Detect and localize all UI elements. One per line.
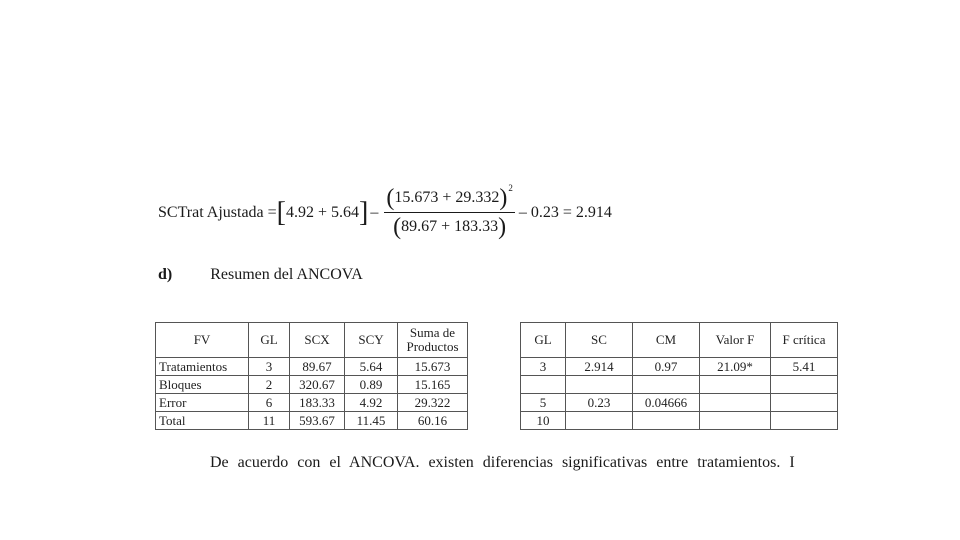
cell: 0.89 <box>345 376 398 394</box>
fraction-numerator: ( 15.673 + 29.332 ) $^2$ <box>386 183 513 211</box>
cell <box>566 376 633 394</box>
cell <box>700 394 771 412</box>
table-row <box>521 376 838 394</box>
section-letter: d) <box>158 266 173 283</box>
cell: 15.673 <box>398 358 468 376</box>
cell <box>771 376 838 394</box>
cell <box>521 376 566 394</box>
cell: 11 <box>249 412 290 430</box>
cell: 4.92 <box>345 394 398 412</box>
section-heading <box>158 266 363 284</box>
cell: 2.914 <box>566 358 633 376</box>
fraction-bar <box>384 212 515 213</box>
header-sc: SC <box>566 323 633 358</box>
cell: Total <box>156 412 249 430</box>
cell: 320.67 <box>290 376 345 394</box>
cell <box>633 376 700 394</box>
table-row <box>156 412 468 430</box>
header-scy: SCY <box>345 323 398 358</box>
cell: 21.09* <box>700 358 771 376</box>
fraction-denominator: ( 89.67 + 183.33 ) <box>393 214 507 240</box>
table-row <box>156 394 468 412</box>
cell: 0.04666 <box>633 394 700 412</box>
formula-lhs: SCTrat Ajustada = <box>158 203 277 221</box>
cell: 3 <box>521 358 566 376</box>
cell: 593.67 <box>290 412 345 430</box>
cell: 0.97 <box>633 358 700 376</box>
cell <box>633 412 700 430</box>
cell: 11.45 <box>345 412 398 430</box>
section-title: Resumen del ANCOVA <box>210 266 363 283</box>
formula-minus: – <box>370 203 379 221</box>
cell <box>700 412 771 430</box>
cell: 89.67 <box>290 358 345 376</box>
table-row <box>156 376 468 394</box>
cell <box>700 376 771 394</box>
header-scx: SCX <box>290 323 345 358</box>
cell: 29.322 <box>398 394 468 412</box>
header-gl: GL <box>249 323 290 358</box>
left-bracket: [ <box>276 196 286 228</box>
table-header-row <box>156 323 468 358</box>
cell: 5 <box>521 394 566 412</box>
formula-bracket-content: 4.92 + 5.64 <box>286 203 360 221</box>
cell <box>771 412 838 430</box>
ancova-table-left <box>155 322 468 430</box>
right-bracket: ] <box>359 196 369 228</box>
cell: 0.23 <box>566 394 633 412</box>
cell: 60.16 <box>398 412 468 430</box>
numerator-text: 15.673 + 29.332 <box>394 189 500 206</box>
exponent: 2 <box>508 183 513 193</box>
table-header-row <box>521 323 838 358</box>
formula-tail: – 0.23 = 2.914 <box>518 203 612 221</box>
header-f-critica: F crítica <box>771 323 838 358</box>
cell <box>566 412 633 430</box>
header-gl: GL <box>521 323 566 358</box>
table-row <box>521 394 838 412</box>
cell: 183.33 <box>290 394 345 412</box>
table-row <box>156 358 468 376</box>
header-fv: FV <box>156 323 249 358</box>
cell: 6 <box>249 394 290 412</box>
cell: 2 <box>249 376 290 394</box>
table-row <box>521 358 838 376</box>
cell: 5.41 <box>771 358 838 376</box>
cell: Tratamientos <box>156 358 249 376</box>
header-suma-productos: Suma de Productos <box>398 323 468 358</box>
adjusted-ss-formula <box>158 183 612 240</box>
formula-fraction <box>384 183 515 240</box>
table-row <box>521 412 838 430</box>
header-cm: CM <box>633 323 700 358</box>
conclusion-text: De acuerdo con el ANCOVA. existen diferencias significativas entre tratamientos. I <box>210 454 795 471</box>
header-valor-f: Valor F <box>700 323 771 358</box>
cell: 10 <box>521 412 566 430</box>
ancova-table-right <box>520 322 838 430</box>
cell: 3 <box>249 358 290 376</box>
cell: 15.165 <box>398 376 468 394</box>
denominator-text: 89.67 + 183.33 <box>401 218 499 235</box>
cell: Bloques <box>156 376 249 394</box>
cell: 5.64 <box>345 358 398 376</box>
cell <box>771 394 838 412</box>
cell: Error <box>156 394 249 412</box>
